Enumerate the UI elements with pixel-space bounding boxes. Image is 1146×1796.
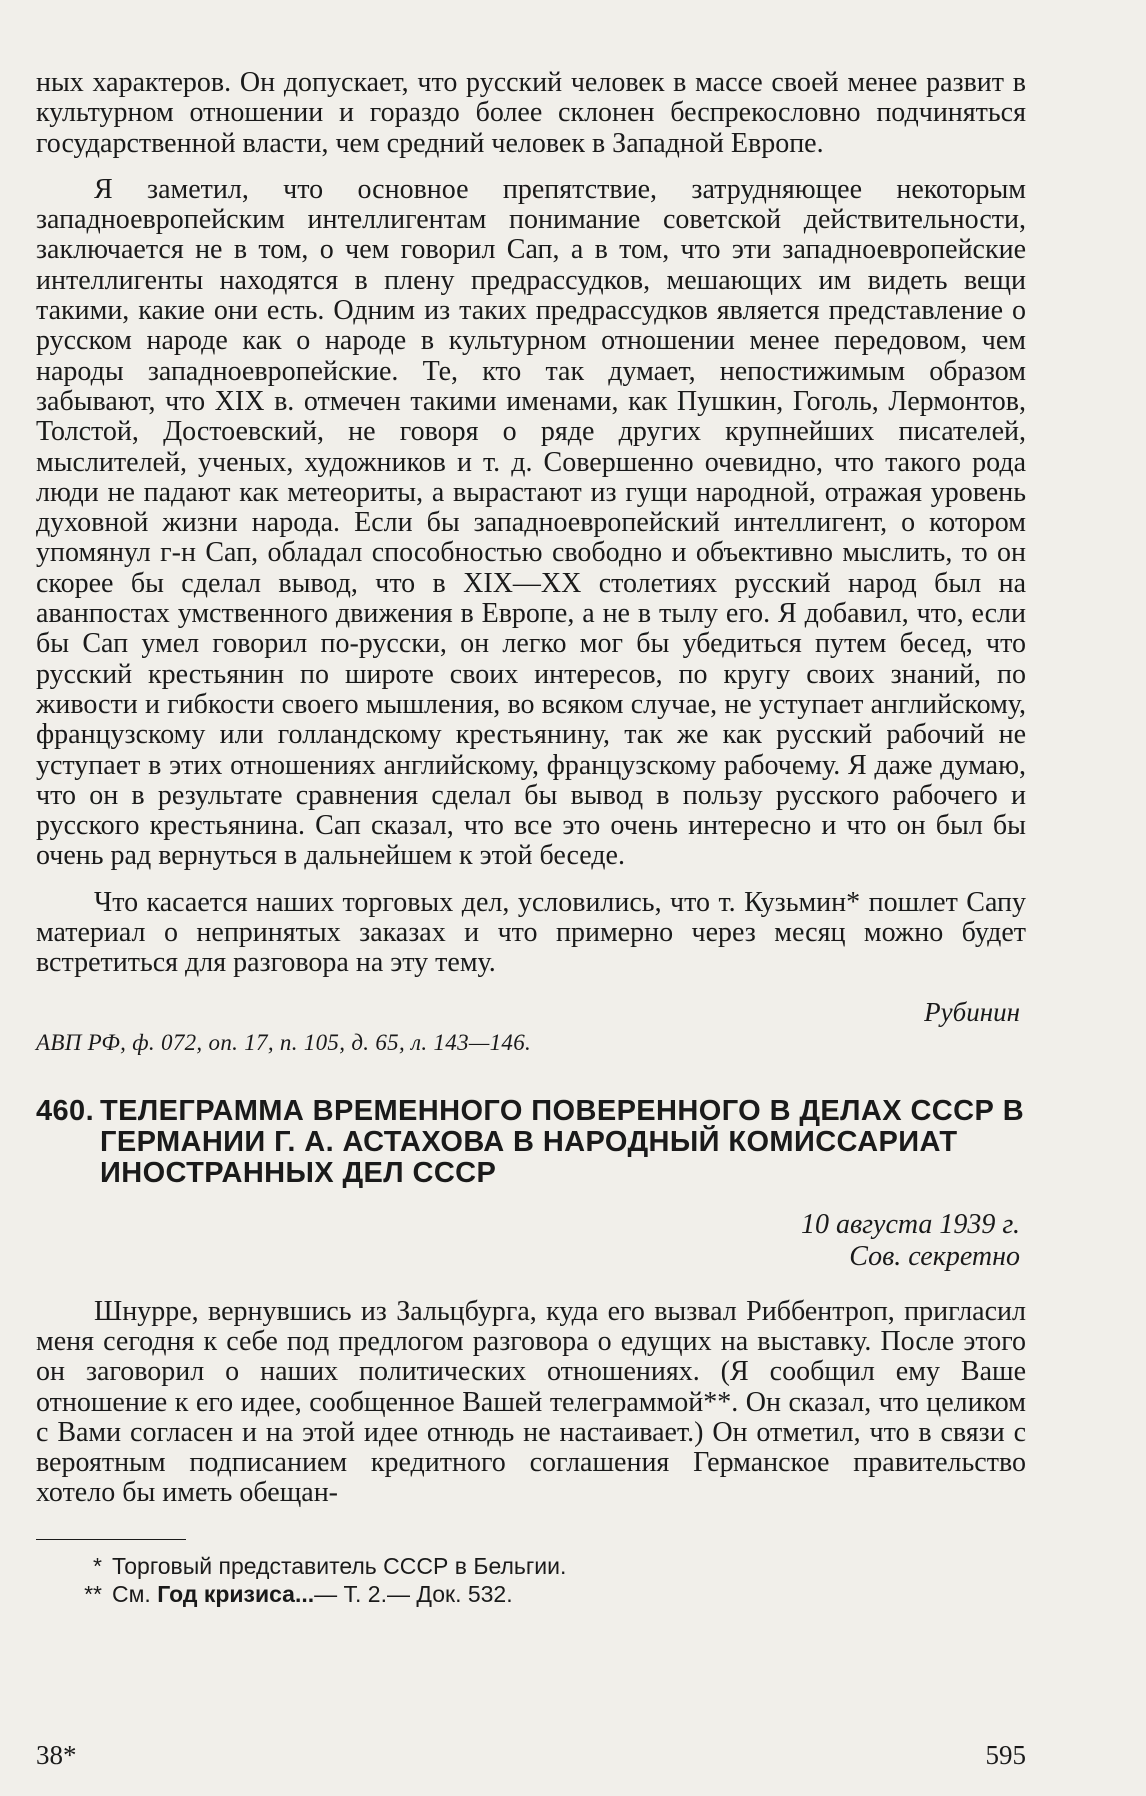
date-block — [36, 1209, 1026, 1273]
paragraph-continued: ных характеров. Он допускает, что русский человек в массе своей менее развит в культурном отношении и гораздо более склонен беспрекословно подчиняться государственной власти, чем средний человек в Западной Европе. — [36, 67, 1026, 159]
document-heading — [36, 1096, 1026, 1189]
signature: Рубинин — [924, 996, 1020, 1027]
telegram-paragraph: Шнурре, вернувшись из Зальцбурга, куда его вызвал Риббентроп, пригласил меня сегодня к себе под предлогом разговора о едущих на выставку. После этого он заговорил о наших политических отношениях. (Я сообщил ему Ваше отношение к его идее, сообщенное Вашей телеграммой**. Он сказал, что целиком с Вами согласен и на этой идее отнюдь не настаивает.) Он отметил, что в связи с вероятным подписанием кредитного соглашения Германское правительство хотело бы иметь обещан- — [36, 1295, 1026, 1509]
footnote-mark: ** — [84, 1580, 102, 1607]
paragraph-trade: Что касается наших торговых дел, условились, что т. Кузьмин* пошлет Сапу материал о непринятых заказах и что примерно через месяц можно будет встретиться для разговора на эту тему. — [36, 886, 1026, 979]
footnote — [36, 1552, 1026, 1580]
classification: Сов. секретно — [849, 1240, 1020, 1272]
document-number: 460. — [36, 1094, 95, 1127]
footnote-prefix: См. — [112, 1580, 151, 1607]
sheet-signature-mark: 38* — [36, 1740, 77, 1770]
archive-reference: АВП РФ, ф. 072, оп. 17, п. 105, д. 65, л. 143—146. — [36, 1029, 532, 1055]
document-title: ТЕЛЕГРАММА ВРЕМЕННОГО ПОВЕРЕННОГО В ДЕЛАХ СССР В ГЕРМАНИИ Г. А. АСТАХОВА В НАРОДНЫЙ КОМИССАРИАТ ИНОСТРАННЫХ ДЕЛ СССР — [100, 1094, 1025, 1189]
page-number: 595 — [985, 1740, 1026, 1770]
footnote-text — [112, 1580, 513, 1608]
footnote-text: Торговый представитель СССР в Бельгии. — [112, 1552, 567, 1579]
footnote — [36, 1580, 1026, 1608]
footnotes — [36, 1552, 1026, 1608]
footnote-rule — [36, 1539, 186, 1540]
footnote-rest: — Т. 2.— Док. 532. — [314, 1580, 513, 1607]
footnote-mark: * — [93, 1552, 102, 1579]
paragraph-prejudice: Я заметил, что основное препятствие, затрудняющее некоторым западноевропейским интеллигентам понимание советской действительности, заключается не в том, о чем говорил Сап, а в том, что эти западноевропейские интеллигенты находятся в плену предрассудков, мешающих им видеть вещи такими, какие они есть. Одним из таких предрассудков является представление о русском народе как о народе в культурном отношении менее передовом, чем народы западноевропейские. Те, кто так думает, непостижимым образом забывают, что XIX в. отмечен такими именами, как Пушкин, Гоголь, Лермонтов, Толстой, Достоевский, не говоря о ряде других крупнейших писателей, мыслителей, ученых, художников и т. д. Совершенно очевидно, что такого рода люди не падают как метеориты, а вырастают из гущи народной, отражая уровень духовной жизни народа. Если бы западноевропейский интеллигент, о котором упомянул г-н Сап, обладал способностью свободно и объективно мыслить, то он скорее бы сделал вывод, что в XIX—XX столетиях русский народ был на аванпостах умственного движения в Европе, а не в тылу его. Я добавил, что, если бы Сап умел говорил по-русски, он легко мог бы убедиться путем бесед, что русский крестьянин по широте своих интересов, по кругу своих знаний, по живости и гибкости своего мышления, во всяком случае, не уступает английскому, французскому или голландскому крестьянину, так же как русский рабочий не уступает в этих отношениях английскому, французскому рабочему. Я даже думаю, что он в результате сравнения сделал бы вывод в пользу русского рабочего и русского крестьянина. Сап сказал, что все это очень интересно и что он был бы очень рад вернуться в дальнейшем к этой беседе. — [36, 173, 1026, 872]
footnote-source-title: Год кризиса... — [157, 1580, 315, 1607]
document-date: 10 августа 1939 г. — [800, 1208, 1020, 1240]
page-body — [36, 68, 1026, 1608]
